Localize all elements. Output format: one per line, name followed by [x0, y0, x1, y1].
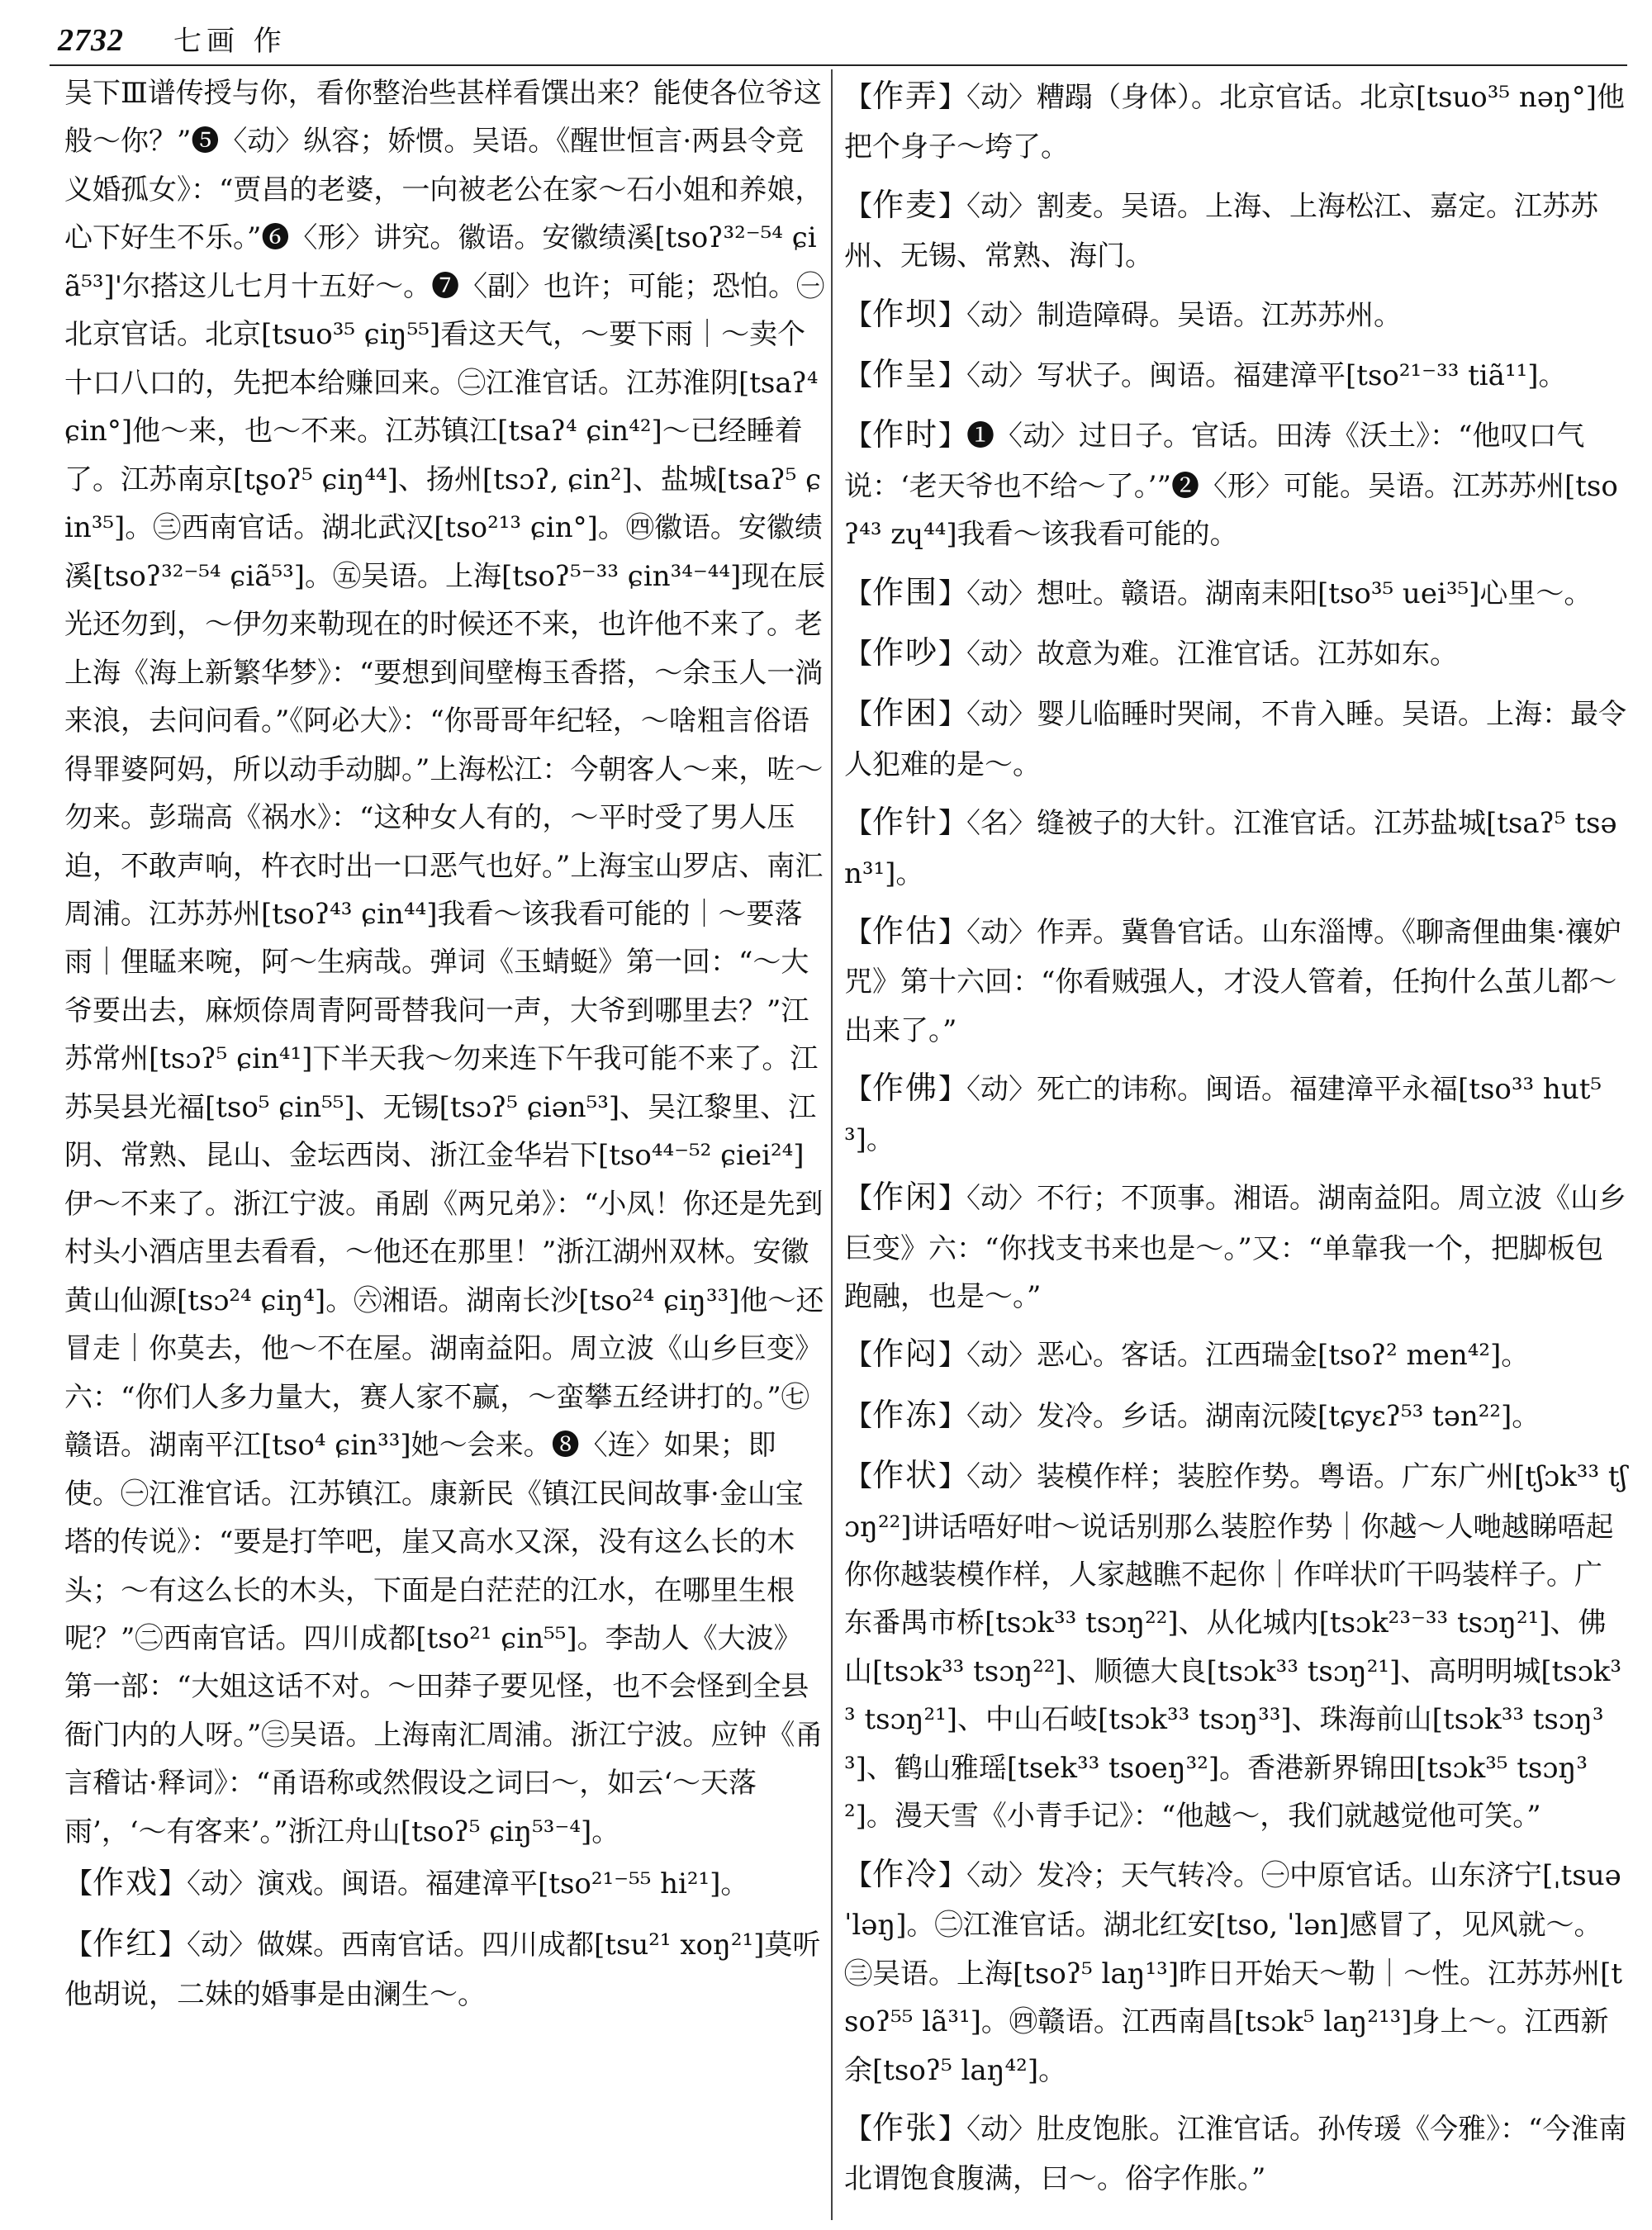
entry-definition: 〈动〉糟蹋（身体）。北京官话。北京[tsuo³⁵ nəŋ°]他把个身子～垮了。 [844, 81, 1626, 164]
entry-definition: 〈动〉想吐。赣语。湖南耒阳[tso³⁵ uei³⁵]心里～。 [966, 576, 1593, 610]
entry-headword: 作状 [872, 1457, 939, 1494]
bracket-open: 【 [844, 576, 872, 610]
bracket-close: 】 [938, 81, 967, 114]
entry-headword: 作闲 [872, 1179, 939, 1216]
entry-definition: 〈动〉制造障碍。吴语。江苏苏州。 [966, 298, 1403, 332]
bracket-close: 】 [938, 916, 967, 950]
entry-definition: 〈动〉写状子。闽语。福建漳平[tso²¹⁻³³ tiã¹¹]。 [966, 359, 1567, 393]
entry-headword: 作坝 [872, 295, 939, 332]
left-column [64, 69, 826, 2026]
bracket-close: 】 [938, 638, 967, 671]
dictionary-entry [844, 287, 1629, 341]
entry-definition: 〈动〉演戏。闽语。福建漳平[tso²¹⁻⁵⁵ hi²¹]。 [187, 1867, 749, 1901]
entry-headword: 作冻 [872, 1396, 939, 1433]
page-header [58, 18, 287, 59]
entry-headword: 作戏 [93, 1864, 159, 1901]
bracket-close: 】 [159, 1867, 188, 1901]
entry-headword: 作冷 [872, 1855, 939, 1892]
bracket-open: 【 [844, 1182, 872, 1216]
entry-definition: 〈动〉发冷；天气转冷。㊀中原官话。山东济宁[ˌtsuə ˈləŋ]。㊁江淮官话。湖北红安[tso, ˈlən]感冒了，见风就～。㊂吴语。上海[tsoʔ⁵ laŋ¹³]昨日开始天～勒｜～性。江苏苏州[tsoʔ⁵⁵ lã³¹]。㊃赣语。江西南昌[tsɔk⁵ laŋ²¹³]身上～。江西新余[tsoʔ⁵ laŋ⁴²]。 [844, 1858, 1623, 2087]
bracket-open: 【 [844, 359, 872, 393]
entry-definition: 〈动〉装模作样；装腔作势。粤语。广东广州[tʃɔk³³ tʃɔŋ²²]讲话唔好咁～说话别那么装腔作势｜你越～人哋越睇唔起你你越装模作样，人家越瞧不起你｜作咩状吖干吗装样子。广东番禺市桥[tsɔk³³ tsɔŋ²²]、从化城内[tsɔk²³⁻³³ tsɔŋ²¹]、佛山[tsɔk³³ tsɔŋ²²]、顺德大良[tsɔk³³ tsɔŋ²¹]、高明明城[tsɔk³³ tsɔŋ²¹]、中山石岐[tsɔk³³ tsɔŋ³³]、珠海前山[tsɔk³³ tsɔŋ³³]、鹤山雅瑶[tsek³³ tsoeŋ³²]。香港新界锦田[tsɔk³⁵ tsɔŋ³²]。漫天雪《小青手记》：“他越～，我们就越觉他可笑。” [844, 1460, 1627, 1834]
dictionary-entry [844, 348, 1629, 401]
entry-definition: 〈动〉婴儿临睡时哭闹，不肯入睡。吴语。上海：最令人犯难的是～。 [844, 698, 1627, 781]
dictionary-entry [844, 1170, 1629, 1321]
bracket-open: 【 [64, 1867, 93, 1901]
entry-definition: 〈动〉发冷。乡话。湖南沅陵[tɕyɛʔ⁵³ tən²²]。 [966, 1399, 1540, 1433]
bracket-close: 】 [938, 1460, 967, 1494]
column-divider [831, 69, 833, 2220]
bracket-close: 】 [159, 1928, 188, 1962]
bracket-close: 】 [938, 1073, 967, 1107]
bracket-close: 】 [938, 1858, 967, 1892]
continuation-text: 吴下Ⅲ谱传授与你，看你整治些甚样看馔出来？能使各位爷这般～你？”❺〈动〉纵容；娇惯。吴语。《醒世恒言·两县令竞义婚孤女》：“贾昌的老婆，一向被老公在家～石小姐和养娘，心下好生不乐。”❻〈形〉讲究。徽语。安徽绩溪[tsoʔ³²⁻⁵⁴ ɕiã⁵³]'尔搭这儿七月十五好～。❼〈副〉也许；可能；恐怕。㊀北京官话。北京[tsuo³⁵ ɕiŋ⁵⁵]看这天气，～要下雨｜～卖个十口八口的，先把本给赚回来。㊁江淮官话。江苏淮阴[tsaʔ⁴ ɕin°]他～来，也～不来。江苏镇江[tsaʔ⁴ ɕin⁴²]～已经睡着了。江苏南京[tʂoʔ⁵ ɕiŋ⁴⁴]、扬州[tsɔʔ, ɕin²]、盐城[tsaʔ⁵ ɕin³⁵]。㊂西南官话。湖北武汉[tso²¹³ ɕin°]。㊃徽语。安徽绩溪[tsoʔ³²⁻⁵⁴ ɕiã⁵³]。㊄吴语。上海[tsoʔ⁵⁻³³ ɕin³⁴⁻⁴⁴]现在辰光还勿到，～伊勿来勒现在的时候还不来，也许他不来了。老上海《海上新繁华梦》：“要想到间壁梅玉香搭，～余玉人一淌来浪，去问问看。”《阿必大》：“你哥哥年纪轻，～啥粗言俗语得罪婆阿妈，所以动手动脚。”上海松江：今朝客人～来，咗～勿来。彭瑞高《祸水》：“这种女人有的，～平时受了男人压迫，不敢声响，杵衣时出一口恶气也好。”上海宝山罗店、南汇周浦。江苏苏州[tsoʔ⁴³ ɕin⁴⁴]我看～该我看可能的｜～要落雨｜俚䁅来啘，阿～生病哉。弹词《玉蜻蜓》第一回：“～大爷要出去，麻烦倷周青阿哥替我问一声，大爷到哪里去？”江苏常州[tsɔʔ⁵ ɕin⁴¹]下半天我～勿来连下午我可能不来了。江苏吴县光福[tso⁵ ɕin⁵⁵]、无锡[tsɔʔ⁵ ɕiən⁵³]、吴江黎里、江阴、常熟、昆山、金坛西岗、浙江金华岩下[tso⁴⁴⁻⁵² ɕiei²⁴]伊～不来了。浙江宁波。甬剧《两兄弟》：“小凤！你还是先到村头小酒店里去看看，～他还在那里！”浙江湖州双林。安徽黄山仙源[tsɔ²⁴ ɕiŋ⁴]。㊅湘语。湖南长沙[tso²⁴ ɕiŋ³³]他～还冒走｜你莫去，他～不在屋。湖南益阳。周立波《山乡巨变》六：“你们人多力量大，赛人家不赢，～蛮攀五经讲打的。”㊆赣语。湖南平江[tso⁴ ɕin³³]她～会来。❽〈连〉如果；即使。㊀江淮官话。江苏镇江。康新民《镇江民间故事·金山宝塔的传说》：“要是打竿吧，崖又高水又深，没有这么长的木头；～有这么长的木头，下面是白茫茫的江水，在哪里生根呢？”㊁西南官话。四川成都[tso²¹ ɕin⁵⁵]。李劼人《大波》第一部：“大姐这话不对。～田莽子要见怪，也不会怪到全县衙门内的人呀。”㊂吴语。上海南汇周浦。浙江宁波。应钟《甬言稽诂·释词》：“甬语称或然假设之词曰～，如云‘～天落雨’，‘～有客来’。”浙江舟山[tsoʔ⁵ ɕiŋ⁵³⁻⁴]。 [64, 77, 826, 1848]
entry-definition: ❶〈动〉过日子。官话。田涛《沃土》：“他叹口气说：‘老天爷也不给～了。’”❷〈形〉可能。吴语。江苏苏州[tsoʔ⁴³ zɥ⁴⁴]我看～该我看可能的。 [844, 420, 1618, 552]
bracket-open: 【 [844, 638, 872, 671]
entry-headword: 作吵 [872, 634, 939, 671]
entry-definition: 〈动〉不行；不顶事。湘语。湖南益阳。周立波《山乡巨变》六：“你找支书来也是～。”又：“单靠我一个，把脚板包跑融，也是～。” [844, 1182, 1627, 1313]
dictionary-entry [844, 408, 1629, 558]
right-column [844, 69, 1629, 2210]
header-rule-right [867, 64, 1627, 66]
bracket-close: 】 [938, 1182, 967, 1216]
dictionary-entry [844, 1848, 1629, 2095]
bracket-open: 【 [844, 2113, 872, 2147]
entry-headword: 作弄 [872, 78, 939, 114]
entry-headword: 作闷 [872, 1336, 939, 1373]
dictionary-entry [844, 566, 1629, 619]
dictionary-entry [844, 626, 1629, 680]
bracket-close: 】 [938, 1339, 967, 1373]
entry-headword: 作时 [872, 416, 939, 453]
dictionary-entry [844, 1061, 1629, 1164]
bracket-close: 】 [938, 2113, 967, 2147]
bracket-close: 】 [938, 1399, 967, 1433]
bracket-open: 【 [844, 1399, 872, 1433]
dictionary-entry [844, 795, 1629, 898]
dictionary-entry [844, 1449, 1629, 1841]
dictionary-entry [844, 1327, 1629, 1381]
entry-headword: 作困 [872, 695, 939, 732]
entry-headword: 作红 [93, 1924, 159, 1962]
bracket-open: 【 [844, 698, 872, 732]
bracket-open: 【 [844, 420, 872, 453]
entry-definition: 〈动〉故意为难。江淮官话。江苏如东。 [966, 638, 1459, 671]
entry-definition: 〈动〉肚皮饱胀。江淮官话。孙传瑗《今雅》：“今淮南北谓饱食腹满，曰～。俗字作胀。” [844, 2113, 1627, 2196]
header-rule-left [50, 64, 892, 66]
entry-headword: 作张 [872, 2109, 939, 2147]
bracket-open: 【 [844, 807, 872, 841]
entry-definition: 〈动〉作弄。冀鲁官话。山东淄博。《聊斋俚曲集·禳妒咒》第十六回：“你看贼强人，才没人管着，任拘什么茧儿都～出来了。” [844, 916, 1621, 1047]
entry-headword: 作针 [872, 804, 939, 841]
bracket-open: 【 [64, 1928, 93, 1962]
section-heading: 七画 作 [173, 25, 287, 58]
bracket-close: 】 [938, 359, 967, 393]
entry-definition: 〈动〉死亡的讳称。闽语。福建漳平永福[tso³³ hut⁵³]。 [844, 1073, 1602, 1156]
bracket-close: 】 [938, 698, 967, 732]
dictionary-entry [844, 69, 1629, 172]
bracket-close: 】 [938, 189, 967, 223]
dictionary-entry [64, 1917, 826, 2019]
entry-headword: 作围 [872, 573, 939, 610]
bracket-open: 【 [844, 189, 872, 223]
entry-definition: 〈动〉恶心。客话。江西瑞金[tsoʔ² men⁴²]。 [966, 1339, 1530, 1373]
bracket-close: 】 [938, 576, 967, 610]
entry-headword: 作佛 [872, 1070, 939, 1107]
dictionary-entry [64, 1856, 826, 1910]
entry-headword: 作麦 [872, 186, 939, 223]
entry-definition: 〈动〉做媒。西南官话。四川成都[tsu²¹ xoŋ²¹]莫听他胡说，二妹的婚事是由澜生～。 [64, 1928, 821, 2012]
dictionary-entry [844, 1388, 1629, 1442]
dictionary-entry [844, 686, 1629, 789]
bracket-open: 【 [844, 1460, 872, 1494]
bracket-close: 】 [938, 420, 967, 453]
bracket-open: 【 [844, 916, 872, 950]
bracket-open: 【 [844, 298, 872, 332]
dictionary-entry [844, 2101, 1629, 2204]
entry-headword: 作呈 [872, 356, 939, 393]
entry-headword: 作估 [872, 913, 939, 950]
dictionary-entry [844, 904, 1629, 1055]
bracket-close: 】 [938, 807, 967, 841]
entry-definition: 〈动〉割麦。吴语。上海、上海松江、嘉定。江苏苏州、无锡、常熟、海门。 [844, 189, 1599, 273]
page-number: 2732 [58, 23, 124, 58]
bracket-open: 【 [844, 1858, 872, 1892]
bracket-close: 】 [938, 298, 967, 332]
entry-definition: 〈名〉缝被子的大针。江淮官话。江苏盐城[tsaʔ⁵ tsən³¹]。 [844, 807, 1617, 890]
bracket-open: 【 [844, 1339, 872, 1373]
bracket-open: 【 [844, 81, 872, 114]
dictionary-entry [844, 178, 1629, 281]
bracket-open: 【 [844, 1073, 872, 1107]
